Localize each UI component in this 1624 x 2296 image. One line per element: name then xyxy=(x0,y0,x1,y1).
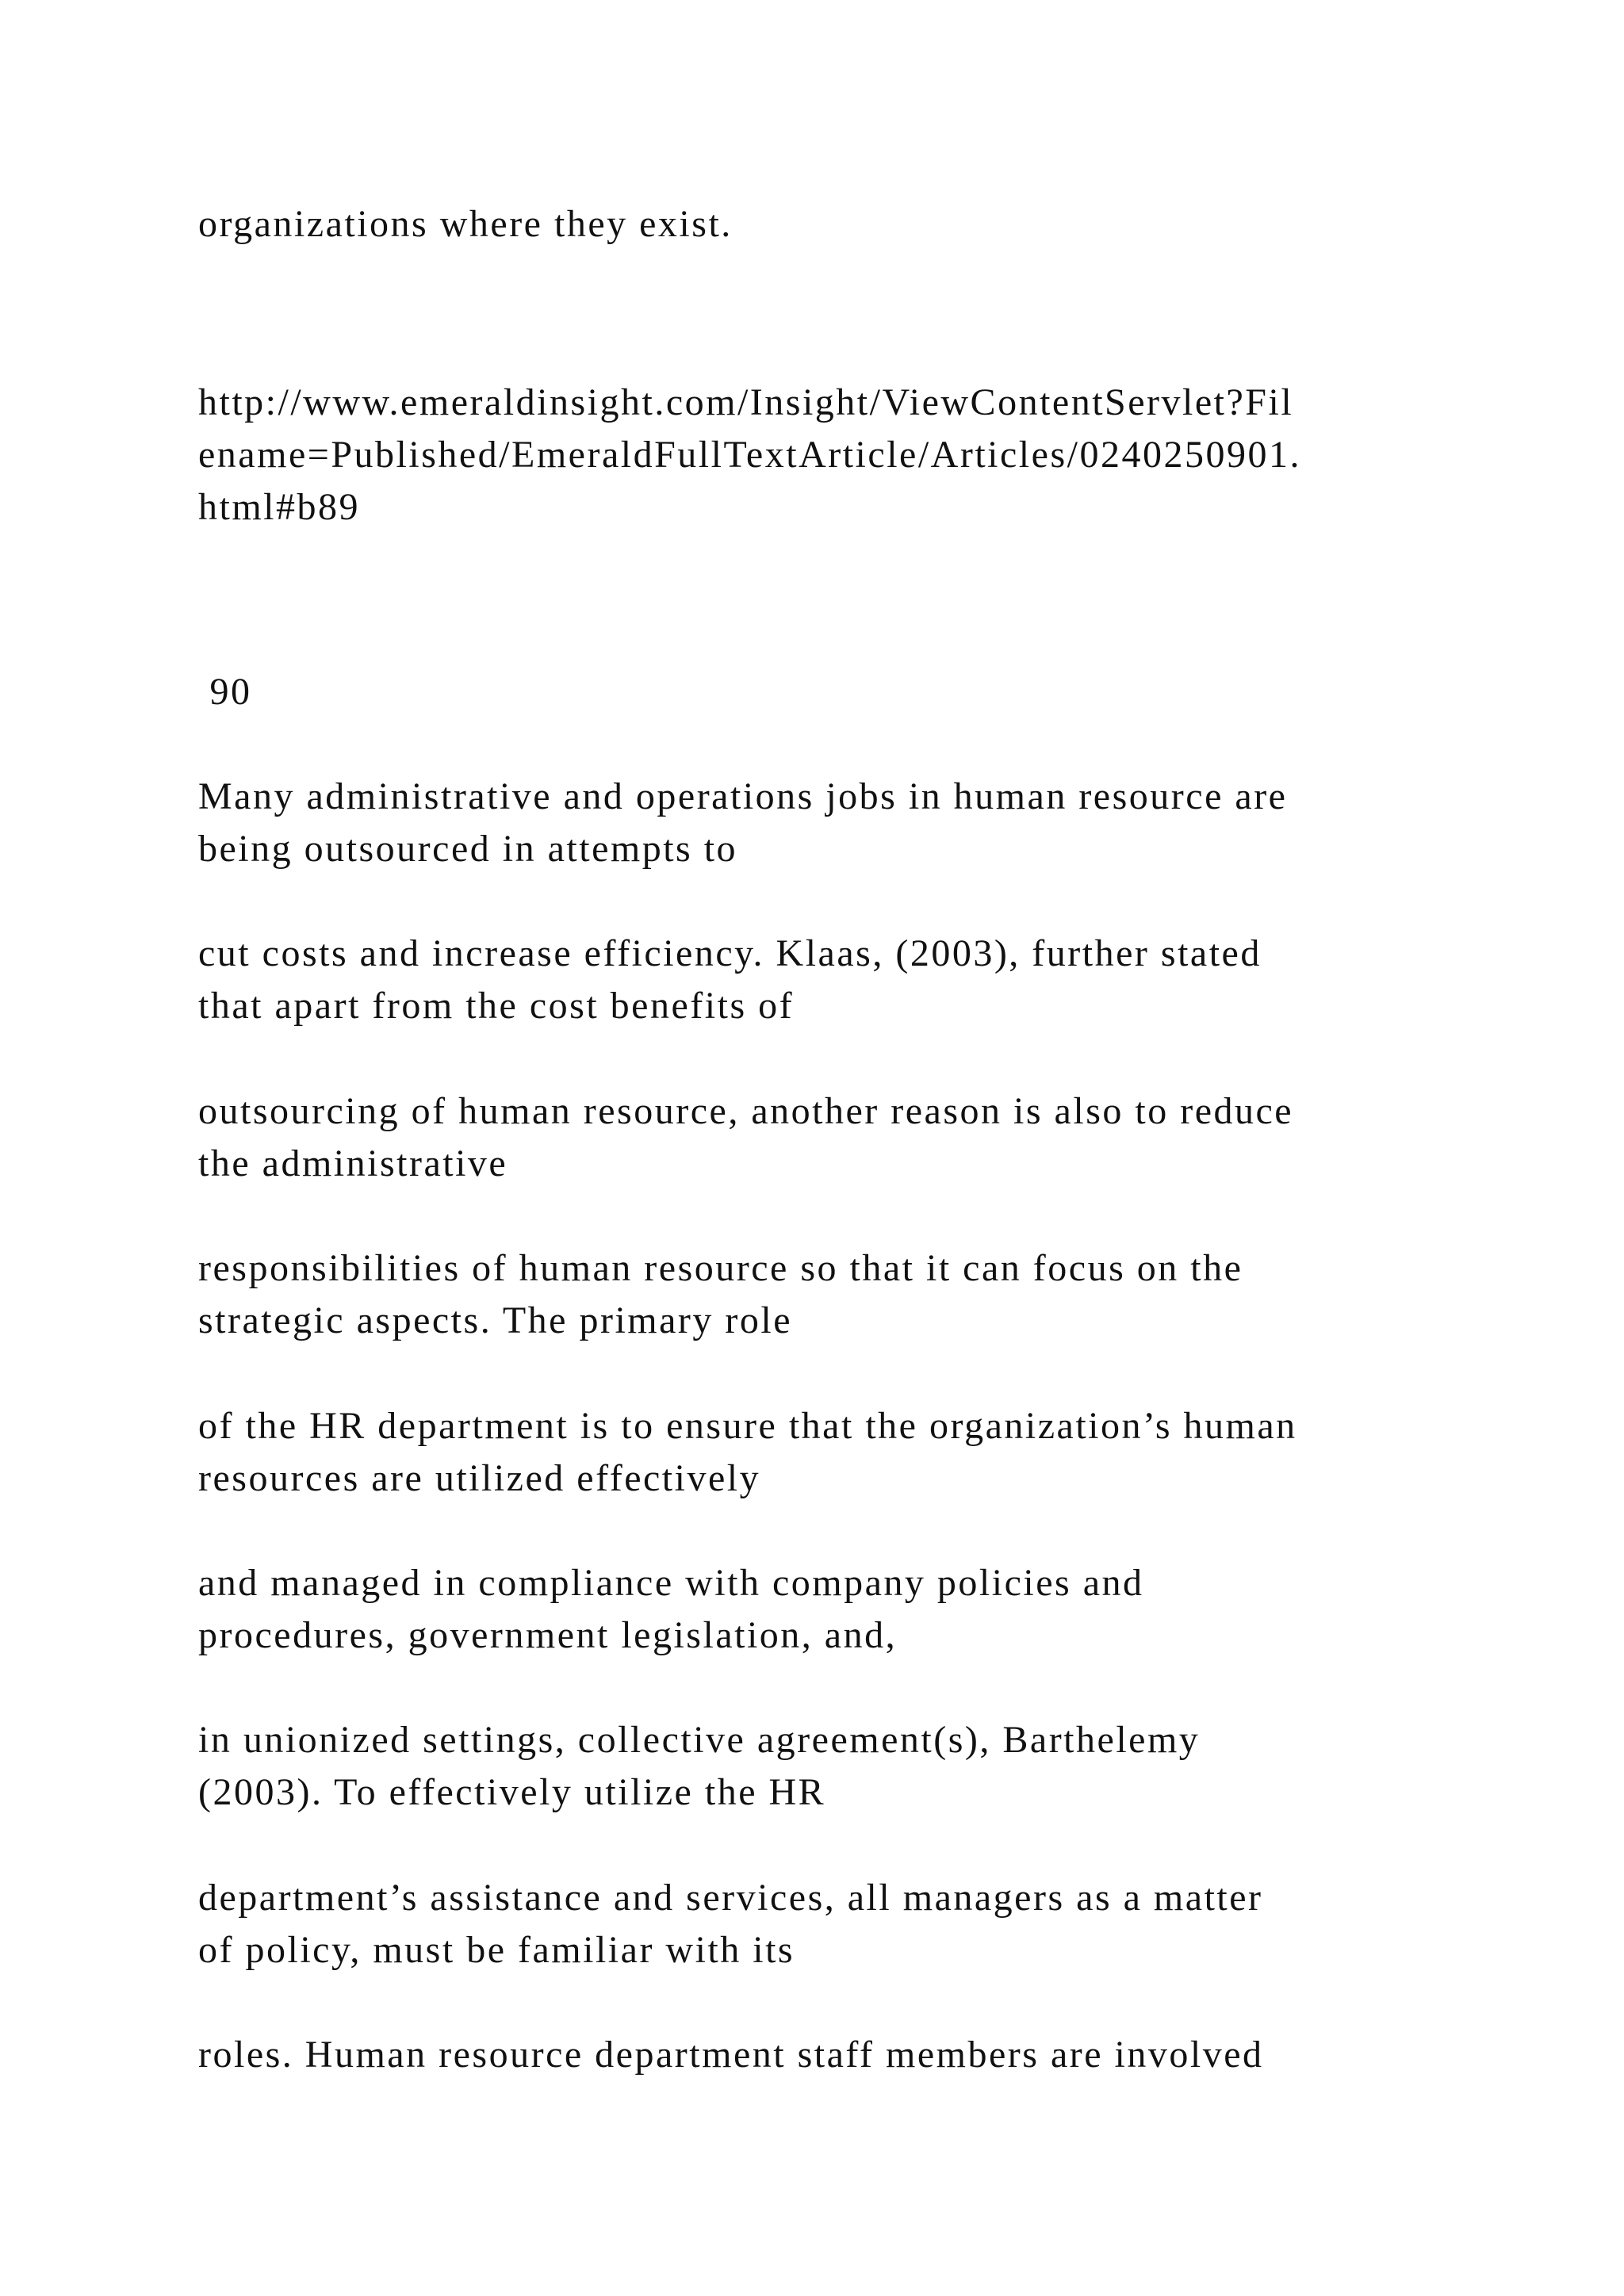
url-line: ename=Published/EmeraldFullTextArticle/Articles/0240250901. xyxy=(198,434,1301,476)
text-line: the administrative xyxy=(198,1142,508,1184)
text-line: procedures, government legislation, and, xyxy=(198,1614,898,1656)
text-line: that apart from the cost benefits of xyxy=(198,985,795,1027)
text-line: being outsourced in attempts to xyxy=(198,828,738,870)
text-line: responsibilities of human resource so that it can focus on the xyxy=(198,1247,1243,1289)
text-line: organizations where they exist. xyxy=(198,203,733,245)
text-line: outsourcing of human resource, another reason is also to reduce xyxy=(198,1090,1294,1132)
text-line: cut costs and increase efficiency. Klaas, (2003), further stated xyxy=(198,932,1262,974)
text-line: of policy, must be familiar with its xyxy=(198,1929,795,1971)
text-line: and managed in compliance with company policies and xyxy=(198,1562,1144,1604)
text-line: department’s assistance and services, all managers as a matter xyxy=(198,1877,1263,1919)
text-line: of the HR department is to ensure that the organization’s human xyxy=(198,1405,1297,1447)
text-line: resources are utilized effectively xyxy=(198,1457,761,1499)
text-line: in unionized settings, collective agreement(s), Barthelemy xyxy=(198,1719,1201,1761)
page-number: 90 xyxy=(198,671,252,713)
url-line: http://www.emeraldinsight.com/Insight/ViewContentServlet?Fil xyxy=(198,381,1294,423)
text-line: roles. Human resource department staff members are involved xyxy=(198,2034,1264,2076)
text-line: Many administrative and operations jobs in human resource are xyxy=(198,775,1288,817)
text-line: strategic aspects. The primary role xyxy=(198,1299,793,1341)
text-line: (2003). To effectively utilize the HR xyxy=(198,1771,826,1813)
url-line: html#b89 xyxy=(198,486,361,528)
